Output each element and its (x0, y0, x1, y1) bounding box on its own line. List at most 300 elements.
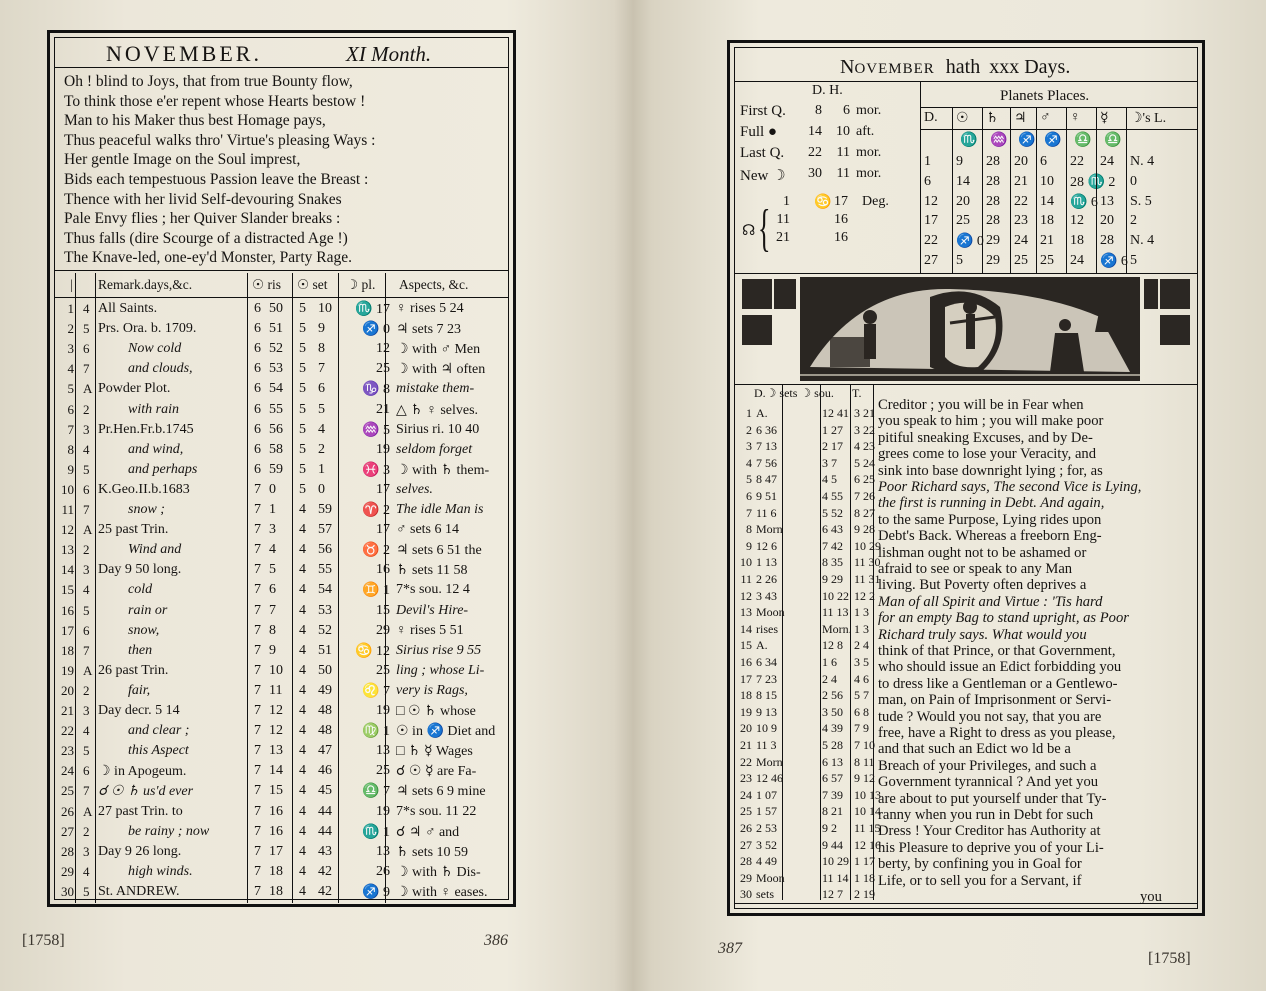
sunrise-minute: 6 (269, 582, 276, 598)
sunset-hour: 4 (299, 723, 306, 739)
row-day: 1 (746, 406, 752, 420)
planet-value: 29 (986, 233, 1000, 249)
sunrise-hour: 7 (254, 723, 261, 739)
sunset-hour: 4 (299, 783, 306, 799)
calendar-row (56, 400, 511, 420)
ornament-block (1160, 315, 1190, 345)
sunrise-minute: 14 (269, 763, 283, 779)
moon-place: 25 (376, 662, 390, 678)
moon-tide-row (738, 554, 881, 571)
moon-tide-row (738, 654, 876, 671)
sunset-minute: 4 (318, 421, 325, 437)
node-day: 1 (783, 194, 790, 209)
sunset-minute: 7 (318, 361, 325, 377)
sunrise-hour: 7 (254, 883, 261, 899)
sunset-hour: 4 (299, 642, 306, 658)
phase-name: Last Q. (740, 145, 785, 161)
moon-sets: 7 23 (756, 671, 777, 686)
moon-place: 16 (376, 562, 390, 578)
sunrise-minute: 50 (269, 301, 283, 316)
calendar-row (56, 339, 511, 359)
sunset-minute: 44 (318, 803, 332, 819)
day-number: 8 (67, 441, 74, 457)
moon-place: 19 (376, 803, 390, 819)
moon-place: ♐ 9 (362, 884, 390, 900)
phase-hour: 11 (836, 166, 850, 181)
verse-line: Thus falls (dire Scourge of a distracted Age !) (64, 229, 348, 247)
moon-south: 2 56 (822, 688, 843, 703)
tide: 10 29 (854, 538, 881, 553)
tide: 1 17 (854, 854, 875, 869)
moon-tide-row (738, 886, 876, 903)
phase-hour: 6 (843, 103, 850, 118)
moon-south: 11 14 (822, 870, 849, 885)
moon-sets: 1 13 (756, 555, 777, 570)
planet-header: ♂ (1040, 110, 1051, 125)
calendar-row (56, 420, 511, 440)
tide: 12 2 (854, 588, 875, 603)
remark: 26 past Trin. (98, 662, 169, 678)
prose-line: living. But Poverty often deprives a (878, 577, 1087, 594)
moon-south: 5 28 (822, 738, 843, 752)
row-day: 2 (746, 422, 752, 437)
planet-value: S. 5 (1130, 193, 1152, 209)
tide: 5 24 (854, 455, 875, 470)
day-number: 2 (67, 321, 74, 337)
moon-sets: sets (756, 887, 774, 902)
planet-value: 5 (1130, 253, 1137, 268)
planet-value: ♏ 6 (1070, 194, 1098, 210)
remark: 27 past Trin. to (98, 803, 183, 819)
node-day: 21 (776, 230, 790, 245)
calendar-row (56, 319, 511, 339)
moon-tide-row (738, 787, 881, 804)
remark: this Aspect (128, 743, 189, 759)
sunset-hour: 4 (299, 582, 306, 598)
right-bottom-rule (734, 903, 1198, 904)
remark: and clear ; (128, 723, 190, 739)
prose-line: Government tyrannical ? And yet you (878, 774, 1099, 791)
sunset-minute: 43 (318, 843, 332, 859)
sunrise-hour: 7 (254, 662, 261, 678)
moon-south: 6 43 (822, 522, 843, 537)
node-degree: 17 (834, 194, 848, 209)
calendar-row (56, 842, 511, 862)
verse-line: Thence with her livid Self-devouring Snakes (64, 190, 342, 208)
moon-tide-row (738, 754, 876, 771)
moon-place: ♊ 1 (362, 583, 390, 599)
day-number: 28 (61, 843, 74, 859)
moon-south: 4 5 (822, 472, 837, 487)
planet-sign: ♎ (1074, 133, 1092, 148)
sunset-minute: 44 (318, 823, 332, 839)
calendar-row (56, 299, 511, 319)
phase-time: aft. (856, 124, 875, 139)
week-day: 3 (83, 703, 90, 718)
week-day: 4 (83, 723, 90, 739)
left-folio-year: [1758] (22, 932, 65, 949)
row-day: 18 (740, 688, 752, 703)
moon-south: 3 50 (822, 704, 843, 719)
verse-line: To think those e'er repent whose Hearts bestow ! (64, 92, 366, 110)
moon-tide-row (738, 455, 876, 472)
col-head-remarks: Remark.days,&c. (98, 277, 193, 292)
tide: 3 22 (854, 422, 875, 437)
moon-place: ♓ 3 (362, 462, 390, 478)
planet-value: N. 4 (1130, 233, 1155, 249)
aspect: ☌ ♃ ♂ and (396, 824, 460, 840)
planet-header: ♀ (1070, 110, 1081, 125)
planet-value: 25 (1040, 253, 1054, 268)
phase-time: mor. (856, 103, 882, 118)
sunrise-hour: 7 (254, 843, 261, 859)
sunset-hour: 4 (299, 703, 306, 718)
aspect: mistake them- (396, 381, 475, 397)
moon-place: 29 (376, 622, 390, 638)
planet-value: 22 (1014, 193, 1028, 209)
calendar-row (56, 480, 511, 500)
sunset-hour: 4 (299, 863, 306, 879)
ornament-block (1160, 279, 1190, 309)
moon-sets: A. (756, 406, 768, 420)
tide: 11 31 (854, 572, 881, 586)
moon-tide-row (738, 438, 876, 455)
moon-south: 1 6 (822, 655, 837, 669)
prose-line: Life, or to sell you for a Servant, if (878, 872, 1082, 889)
week-day: 2 (83, 682, 90, 698)
phase-day: 30 (808, 166, 822, 181)
sunset-hour: 5 (299, 361, 306, 377)
moon-tide-row (738, 505, 876, 522)
sunset-minute: 45 (318, 783, 332, 799)
tide: 3 5 (854, 655, 869, 669)
node-degree: 16 (834, 230, 848, 245)
week-day: 5 (83, 461, 90, 477)
week-day: 6 (83, 481, 90, 497)
title-month: OVEMBER (854, 61, 935, 77)
planet-value: 24 (1100, 154, 1114, 169)
moon-sets: 2 53 (756, 821, 777, 835)
moon-south: 10 29 (822, 854, 849, 869)
col-head-tide: T. (852, 386, 862, 400)
moon-sets: Moon (756, 870, 785, 885)
moon-place: ♏ 1 (362, 824, 390, 840)
day-number: 27 (61, 823, 74, 839)
week-day: 4 (83, 301, 90, 316)
moon-sets: 6 36 (756, 422, 777, 437)
prose-line: pitiful sneaking Excuses, and by De- (878, 429, 1093, 446)
planet-value: 20 (1100, 213, 1114, 229)
sunrise-hour: 7 (254, 783, 261, 799)
sunset-minute: 1 (318, 461, 325, 477)
remark: Now cold (128, 341, 182, 357)
tide: 2 19 (854, 887, 875, 902)
moon-sets: 3 43 (756, 588, 777, 603)
sunrise-minute: 16 (269, 823, 283, 839)
moon-sets: 1 07 (756, 787, 777, 802)
sunset-minute: 59 (318, 502, 332, 517)
calendar-row (56, 500, 511, 520)
sunset-minute: 52 (318, 622, 332, 638)
ornament-block (774, 279, 796, 309)
woodcut-bottom-rule (734, 384, 1198, 385)
moon-place: 21 (376, 401, 390, 417)
planet-value: 28 (986, 173, 1000, 189)
sunset-hour: 5 (299, 421, 306, 437)
week-day: 5 (83, 602, 90, 618)
calendar-row (56, 681, 511, 701)
right-folio-year: [1758] (1148, 950, 1191, 967)
woodcut-scene (800, 277, 1140, 381)
node-label: Deg. (862, 194, 889, 209)
week-day: 6 (83, 341, 90, 357)
right-page-title (840, 57, 1070, 77)
sunset-hour: 5 (299, 481, 306, 497)
planet-value: 0 (1130, 173, 1137, 189)
sunset-hour: 5 (299, 381, 306, 397)
moon-south: 4 55 (822, 489, 843, 503)
planet-value: 28 (986, 193, 1000, 209)
sunrise-minute: 59 (269, 461, 283, 477)
moon-south: 10 22 (822, 588, 849, 603)
tide: 7 9 (854, 721, 869, 736)
sunrise-minute: 55 (269, 401, 283, 417)
moon-place: ♌ 7 (362, 683, 390, 699)
aspect: ♀ rises 5 24 (396, 301, 464, 316)
moon-sets: Moon (756, 605, 785, 620)
moon-sets: Morn (756, 754, 783, 769)
moon-tide-row (738, 604, 876, 621)
sunrise-minute: 51 (269, 321, 283, 337)
remark: with rain (128, 401, 179, 417)
moon-sets: Morn (756, 522, 783, 537)
sunrise-minute: 53 (269, 361, 283, 377)
day-number: 23 (61, 743, 74, 759)
phase-day: 22 (808, 145, 822, 160)
left-folio-page: 386 (484, 932, 508, 949)
moon-place: 13 (376, 743, 390, 759)
calendar-row (56, 862, 511, 882)
planet-value: 14 (956, 173, 970, 189)
moon-place: 17 (376, 481, 390, 497)
prose-line: Man of all Spirit and Virtue : 'Tis hard (878, 593, 1103, 610)
verse-line: Pale Envy flies ; her Quiver Slander breaks : (64, 210, 341, 228)
calendar-row (56, 540, 511, 560)
aspect: ling ; whose Li- (396, 662, 485, 678)
calendar-row (56, 359, 511, 379)
planet-value: 20 (1014, 154, 1028, 169)
remark: high winds. (128, 863, 193, 879)
moon-sets: 3 52 (756, 837, 777, 852)
calendar-row (56, 661, 511, 681)
aspect: ♄ sets 10 59 (396, 844, 469, 860)
sunset-hour: 4 (299, 562, 306, 578)
prose-line: you (1140, 889, 1162, 905)
sunrise-hour: 6 (254, 341, 261, 357)
planet-sign: ♏ (960, 133, 978, 148)
calendar-row (56, 741, 511, 761)
week-day: 5 (83, 743, 90, 759)
sunset-minute: 54 (318, 582, 332, 598)
planets-header-row (730, 110, 1200, 130)
title-rule (734, 81, 1198, 82)
row-day: 3 (746, 439, 752, 454)
planet-value: 9 (956, 154, 963, 169)
planet-value: 23 (1014, 213, 1028, 229)
moon-south: 11 13 (822, 605, 849, 620)
prose-line: Creditor ; you will be in Fear when (878, 397, 1084, 413)
planet-value: 20 (956, 193, 970, 209)
row-day: 7 (746, 505, 752, 520)
day-number: 16 (61, 602, 74, 618)
aspect: 7*s sou. 11 22 (396, 803, 477, 819)
week-day: 5 (83, 321, 90, 337)
sunrise-minute: 12 (269, 723, 283, 739)
col-head-day: | (70, 277, 73, 292)
remark: ☽ in Apogeum. (98, 764, 187, 780)
row-day: 6 (746, 489, 752, 503)
prose-line: and that such an Edict wo ld be a (878, 741, 1071, 758)
planet-value: 28 ♏ 2 (1070, 174, 1116, 190)
remark: Day decr. 5 14 (98, 703, 180, 718)
right-folio-page: 387 (718, 940, 742, 957)
remark: fair, (128, 682, 151, 698)
planet-value: 13 (1100, 193, 1114, 209)
sunset-minute: 53 (318, 602, 332, 618)
verse-line: The Knave-led, one-ey'd Monster, Party Rage. (64, 249, 352, 267)
aspect: ☉ in ♐ Diet and (396, 724, 496, 740)
title-first-letter: N (840, 56, 855, 78)
week-day: 5 (83, 883, 90, 899)
planet-sign: ♎ (1104, 133, 1122, 148)
sunrise-minute: 11 (269, 682, 283, 698)
tide: 6 25 (854, 472, 875, 487)
row-day: 4 (746, 455, 752, 470)
row-day: 15 (740, 638, 752, 653)
remark: be rainy ; now (128, 823, 210, 839)
prose-line: grees come to lose your Veracity, and (878, 446, 1097, 463)
planets-title-rule (920, 107, 1198, 108)
row-day: 26 (740, 821, 752, 835)
moon-tide-row (738, 820, 881, 837)
sunset-minute: 0 (318, 481, 325, 497)
calendar-row (56, 460, 511, 480)
calendar-row (56, 822, 511, 842)
moon-sets: 2 26 (756, 572, 777, 586)
tide: 9 12 (854, 771, 875, 786)
sunrise-minute: 52 (269, 341, 283, 357)
sunrise-hour: 7 (254, 803, 261, 819)
moon-place: ♉ 2 (362, 543, 390, 559)
moon-tide-row (738, 538, 881, 555)
aspect: ☽ with ♃ often (396, 362, 486, 378)
moon-sets: 7 56 (756, 455, 777, 470)
prose-line: his Pleasure to deprive you of your Li- (878, 839, 1104, 856)
moon-sets: 9 51 (756, 489, 777, 503)
sunset-minute: 55 (318, 562, 332, 578)
day-number: 7 (67, 421, 74, 437)
prose-line: are about to put yourself under that Ty- (878, 790, 1107, 807)
moon-place: ♈ 2 (362, 503, 390, 518)
day-number: 15 (61, 582, 74, 598)
sunset-minute: 42 (318, 863, 332, 879)
moon-sets: 4 49 (756, 854, 777, 869)
moon-tide-row (738, 471, 876, 488)
remark: and clouds, (128, 361, 193, 377)
moon-tide-row (738, 488, 876, 505)
day-number: 3 (67, 341, 74, 357)
phase-name: New ☽ (740, 168, 786, 184)
sunset-hour: 5 (299, 301, 306, 316)
remark: then (128, 642, 153, 658)
moon-place: 12 (376, 341, 390, 357)
planet-value: ♐ 6 (1100, 254, 1128, 269)
calendar-header-row (56, 275, 511, 295)
tide: 8 27 (854, 505, 875, 520)
moon-south: 8 35 (822, 555, 843, 570)
planet-value: 28 (1100, 233, 1114, 249)
prose-line: free, have a Right to dress as you please, (878, 725, 1116, 741)
planets-row (730, 194, 1200, 214)
sunrise-hour: 6 (254, 301, 261, 316)
moon-place: ♒ 5 (362, 422, 390, 438)
day-number: 20 (61, 682, 74, 698)
calendar-row (56, 440, 511, 460)
week-day: 6 (83, 763, 90, 779)
node-symbol: ☊ (742, 223, 756, 239)
planet-value: 27 (924, 253, 938, 268)
row-day: 12 (740, 588, 752, 603)
moon-tide-row (738, 770, 876, 787)
week-day: 2 (83, 401, 90, 417)
row-day: 8 (746, 522, 752, 537)
right-page (727, 40, 1205, 916)
week-day: 4 (83, 863, 90, 879)
sunrise-minute: 9 (269, 642, 276, 658)
calendar-row (56, 641, 511, 661)
phase-hour: 11 (836, 145, 850, 160)
sunrise-minute: 13 (269, 743, 283, 759)
aspect: ☽ with ♄ them- (396, 462, 490, 478)
moon-south: Morn. (822, 621, 852, 636)
sunset-hour: 4 (299, 662, 306, 678)
sunset-hour: 4 (299, 542, 306, 558)
sunrise-minute: 17 (269, 843, 283, 859)
remark: cold (128, 582, 153, 598)
planet-header: ☉ (956, 111, 969, 126)
sunrise-hour: 6 (254, 381, 261, 397)
sunset-minute: 48 (318, 723, 332, 739)
moon-sets: rises (756, 621, 778, 636)
title-rule (54, 67, 509, 68)
planets-col-divider (1096, 107, 1097, 273)
sunrise-minute: 4 (269, 542, 276, 558)
aspect: ♃ sets 7 23 (396, 322, 462, 338)
moon-tide-row (738, 737, 876, 754)
planets-col-divider (1010, 107, 1011, 273)
sunrise-minute: 16 (269, 803, 283, 819)
planets-row (730, 233, 1200, 253)
planet-value: 21 (1014, 173, 1028, 189)
prose-line: tude ? Would you not say, that you are (878, 708, 1102, 725)
moon-south: 9 29 (822, 572, 843, 586)
left-page-title: NOVEMBER. (106, 41, 262, 66)
sunset-minute: 57 (318, 522, 332, 538)
prose-line: think of that Prince, or that Government, (878, 643, 1116, 659)
calendar-row (56, 761, 511, 781)
moon-south: 1 27 (822, 422, 843, 437)
moon-south: 3 7 (822, 455, 837, 470)
